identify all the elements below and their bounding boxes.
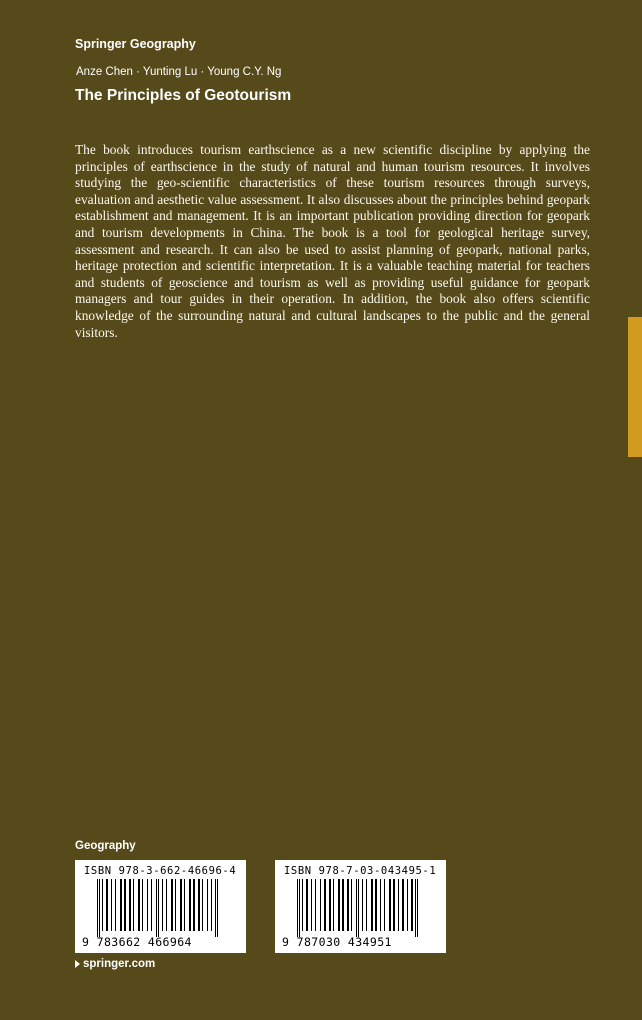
- book-description: The book introduces tourism earthscience as a new scientific discipline by applying the principles of earthscience in the study of natural and human tourism resources. It involves studying the geo-scientific characteristics of these tourism resources through surveys, evaluation and aesthetic value assessment. It also discusses about the principles behind geopark establishment and management. It is an important publication providing direction for geopark and tourism developments in China. The book is a tool for geological heritage survey, assessment and research. It can also be used to assist planning of geopark, national parks, heritage protection and scientific interpretation. It is a valuable teaching material for teachers and students of geoscience and tourism as well as providing useful guidance for geopark managers and tour guides in their operation. In addition, the book also offers scientific knowledge of the surrounding natural and cultural landscapes to the public and the general visitors.: [75, 142, 590, 340]
- barcode-block: [75, 860, 246, 953]
- barcode-block: [275, 860, 446, 953]
- isbn-label: ISBN 978-3-662-46696-4: [84, 865, 237, 877]
- isbn-label: ISBN 978-7-03-043495-1: [284, 865, 437, 877]
- publisher-website[interactable]: [75, 958, 155, 970]
- series-name: Springer Geography: [75, 37, 196, 51]
- color-tab: [628, 317, 642, 457]
- barcode-digits: 9 783662 466964: [82, 935, 192, 949]
- subject-category: Geography: [75, 840, 136, 852]
- barcode-bars: [297, 879, 425, 937]
- authors-line: Anze Chen · Yunting Lu · Young C.Y. Ng: [76, 66, 282, 78]
- barcode-digits: 9 787030 434951: [282, 935, 392, 949]
- barcode-bars: [97, 879, 225, 937]
- arrow-right-icon: [75, 960, 80, 968]
- website-label: springer.com: [83, 958, 156, 970]
- book-title: The Principles of Geotourism: [75, 87, 292, 104]
